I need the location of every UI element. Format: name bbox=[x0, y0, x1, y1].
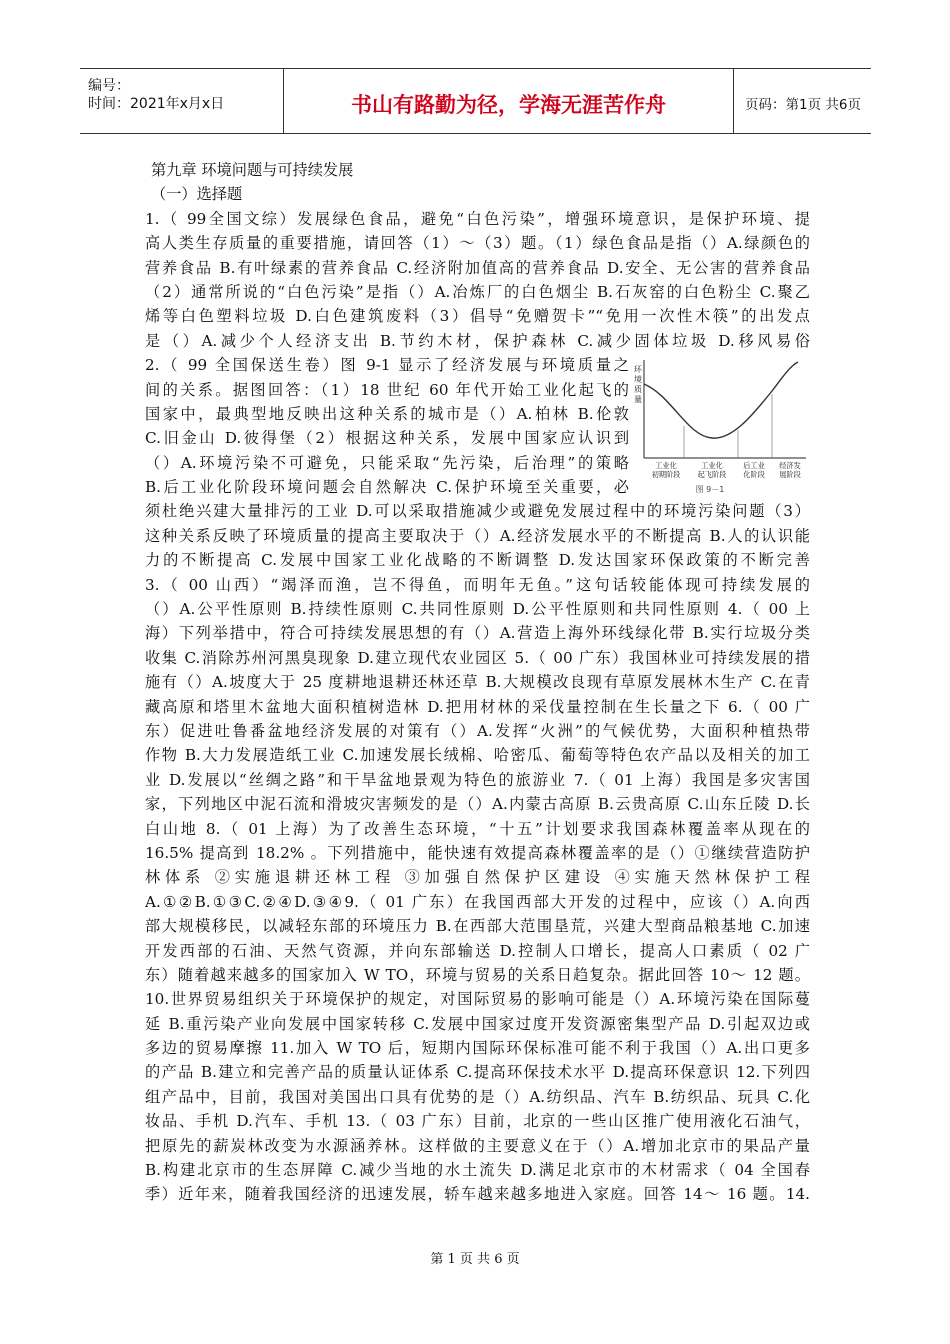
text-line: 16.5% 提高到 18.2% 。下列措施中，能快速有效提高森林覆盖率的是（）①继续营造防护 bbox=[145, 843, 810, 862]
header-page-cell bbox=[733, 69, 871, 133]
figure-caption: 图 9－1 bbox=[695, 485, 725, 494]
text-line: （2）通常所说的“白色污染”是指（）A.冶炼厂的白色烟尘 B.石灰窑的白色粉尘 C.聚乙 bbox=[145, 282, 810, 301]
chapter-title: 第九章 环境问题与可持续发展 bbox=[151, 161, 354, 179]
text-line: B.构建北京市的生态屏障 C.减少当地的水土流失 D.满足北京市的木材需求（ 04 全国春 bbox=[145, 1161, 810, 1180]
text-line: 组产品中，目前，我国对美国出口具有优势的是（）A.纺织品、汽车 B.纺织品、玩具 C.化 bbox=[145, 1087, 810, 1106]
y-axis-label-char: 量 bbox=[634, 395, 642, 404]
section-heading: （一）选择题 bbox=[151, 185, 243, 204]
text-line: 的产品 B.建立和完善产品的质量认证体系 C.提高环保技术水平 D.提高环保意识 12.下列四 bbox=[145, 1063, 810, 1082]
text-line: C.旧金山 D.彼得堡（2）根据这种关系，发展中国家应认识到 bbox=[145, 429, 629, 448]
text-line: 这种关系反映了环境质量的提高主要取决于（）A.经济发展水平的不断提高 B.人的认识能 bbox=[145, 526, 810, 545]
text-line: 烯等白色塑料垃圾 D.白色建筑废料（3）倡导“免赠贺卡”“免用一次性木筷”的出发点 bbox=[145, 307, 810, 326]
text-line: 藏高原和塔里木盆地大面积植树造林 D.把用材林的采伐量控制在生长量之下 6.（ 00 广 bbox=[145, 697, 810, 716]
page-header bbox=[80, 68, 871, 134]
y-axis-label-char: 境 bbox=[634, 375, 642, 384]
text-line: 海）下列举措中，符合可持续发展思想的有（）A.营造上海外环线绿化带 B.实行垃圾分类 bbox=[145, 624, 810, 643]
figure-9-1 bbox=[632, 356, 810, 498]
text-line: 开发西部的石油、天然气资源，并向东部输送 D.控制人口增长，提高人口素质（ 02 广 bbox=[145, 941, 810, 960]
text-line: 10.世界贸易组织关于环境保护的规定，对国际贸易的影响可能是（）A.环境污染在国际蔓 bbox=[145, 990, 810, 1009]
text-line: （）A.环境污染不可避免，只能采取“先污染，后治理”的策略 bbox=[145, 453, 629, 472]
text-line: （）A.公平性原则 B.持续性原则 C.共同性原则 D.公平性原则和共同性原则 4.（ 00 上 bbox=[145, 600, 810, 619]
text-line: 延 B.重污染产业向发展中国家转移 C.发展中国家过度开发资源密集型产品 D.引起双边或 bbox=[145, 1014, 810, 1033]
text-line: 业 D.发展以“丝绸之路”和干旱盆地景观为特色的旅游业 7.（ 01 上海）我国是多灾害国 bbox=[145, 770, 810, 789]
x-label-stage-2: 工业化 bbox=[701, 461, 723, 470]
header-left-cell bbox=[80, 69, 283, 133]
text-line: 1.（ 99全国文综）发展绿色食品，避免“白色污染”，增强环境意识，是保护环境、提 bbox=[145, 209, 810, 228]
text-line: 部大规模移民，以减轻东部的环境压力 B.在西部大范围垦荒，兴建大型商品粮基地 C.加速 bbox=[145, 917, 810, 936]
text-line: 高人类生存质量的重要措施，请回答（1）～（3）题。（1）绿色食品是指（）A.绿颜色的 bbox=[145, 234, 810, 253]
y-axis-label bbox=[634, 365, 643, 404]
text-line: 须杜绝兴建大量排污的工业 D.可以采取措施减少或避免发展过程中的环境污染问题（3） bbox=[145, 502, 810, 521]
motto-text: 书山有路勤为径，学海无涯苦作舟 bbox=[351, 93, 666, 117]
text-line: 林体系 ②实施退耕还林工程 ③加强自然保护区建设 ④实施天然林保护工程 bbox=[145, 868, 810, 887]
text-line: 东）促进吐鲁番盆地经济发展的对策有（）A.发挥“火洲”的气候优势，大面积种植热带 bbox=[145, 721, 810, 740]
text-line: 国家中，最典型地反映出这种关系的城市是（）A.柏林 B.伦敦 bbox=[145, 404, 629, 423]
text-line: B.后工业化阶段环境问题会自然解决 C.保护环境至关重要，必 bbox=[145, 478, 629, 497]
x-label-stage-1: 初期阶段 bbox=[651, 470, 681, 479]
text-line: 营养食品 B.有叶绿素的营养食品 C.经济附加值高的营养食品 D.安全、无公害的营养食品 bbox=[145, 258, 810, 277]
x-axis-labels bbox=[652, 461, 801, 479]
x-label-stage-1: 工业化 bbox=[655, 461, 677, 470]
document-body bbox=[145, 158, 810, 1207]
text-line: 作物 B.大力发展造纸工业 C.加速发展长绒棉、哈密瓜、葡萄等特色农产品以及相关的加工 bbox=[145, 746, 810, 765]
text-line: 2.（ 99 全国保送生卷）图 9-1 显示了经济发展与环境质量之 bbox=[145, 356, 629, 375]
text-line: 是（）A.减少个人经济支出 B.节约木材，保护森林 C.减少固体垃圾 D.移风易俗 bbox=[145, 331, 810, 350]
x-label-stage-3: 后工业 bbox=[743, 461, 765, 470]
doc-number-label: 编号： bbox=[88, 78, 130, 94]
text-line: 收集 C.消除苏州河黑臭现象 D.建立现代农业园区 5.（ 00 广东）我国林业可持续发展的措 bbox=[145, 648, 810, 667]
x-label-stage-4: 展阶段 bbox=[779, 470, 801, 479]
y-axis-label-char: 环 bbox=[634, 365, 642, 374]
text-line: 施有（）A.坡度大于 25 度耕地退耕还林还草 B.大规模改良现有草原发展林木生产 C.在青 bbox=[145, 673, 810, 692]
y-axis-label-char: 质 bbox=[634, 385, 642, 394]
x-label-stage-4: 经济发 bbox=[779, 461, 801, 470]
text-line: A.①②B.①③C.②④D.③④9.（ 01 广东）在我国西部大开发的过程中，应该（）A.向西 bbox=[145, 892, 810, 911]
text-line: 白山地 8.（ 01 上海）为了改善生态环境，“十五”计划要求我国森林覆盖率从现在的 bbox=[145, 819, 810, 838]
text-line: 间的关系。据图回答：（1）18 世纪 60 年代开始工业化起飞的 bbox=[145, 380, 629, 399]
text-line: 力的不断提高 C.发展中国家工业化战略的不断调整 D.发达国家环保政策的不断完善 bbox=[145, 551, 810, 570]
text-line: 把原先的薪炭林改变为水源涵养林。这样做的主要意义在于（）A.增加北京市的果品产量 bbox=[145, 1136, 810, 1155]
text-line: 季）近年来，随着我国经济的迅速发展，轿车越来越多地进入家庭。回答 14～ 16 题。14. bbox=[145, 1185, 810, 1204]
text-line: 家，下列地区中泥石流和滑坡灾害频发的是（）A.内蒙古高原 B.云贵高原 C.山东丘陵 D.长 bbox=[145, 795, 810, 814]
text-line: 东）随着越来越多的国家加入 W TO，环境与贸易的关系日趋复杂。据此回答 10～ 12 题。 bbox=[145, 965, 810, 984]
text-line: 3.（ 00 山西）“竭泽而渔，岂不得鱼，而明年无鱼。”这句话较能体现可持续发展的 bbox=[145, 575, 810, 594]
doc-date-label: 时间：2021年x月x日 bbox=[88, 96, 225, 112]
x-label-stage-2: 起飞阶段 bbox=[697, 470, 727, 479]
text-line: 妆品、手机 D.汽车、手机 13.（ 03 广东）目前，北京的一些山区推广使用液化石油气， bbox=[145, 1112, 810, 1131]
x-label-stage-3: 化阶段 bbox=[743, 470, 765, 479]
page-footer: 第 1 页 共 6 页 bbox=[430, 1252, 520, 1267]
page-number-label: 页码：第1页 共6页 bbox=[745, 97, 861, 113]
header-motto-cell bbox=[283, 69, 734, 133]
text-line: 多边的贸易摩擦 11.加入 W TO 后，短期内国际环保标准可能不利于我国（）A.出口更多 bbox=[145, 1039, 810, 1058]
environment-quality-curve bbox=[644, 362, 798, 438]
